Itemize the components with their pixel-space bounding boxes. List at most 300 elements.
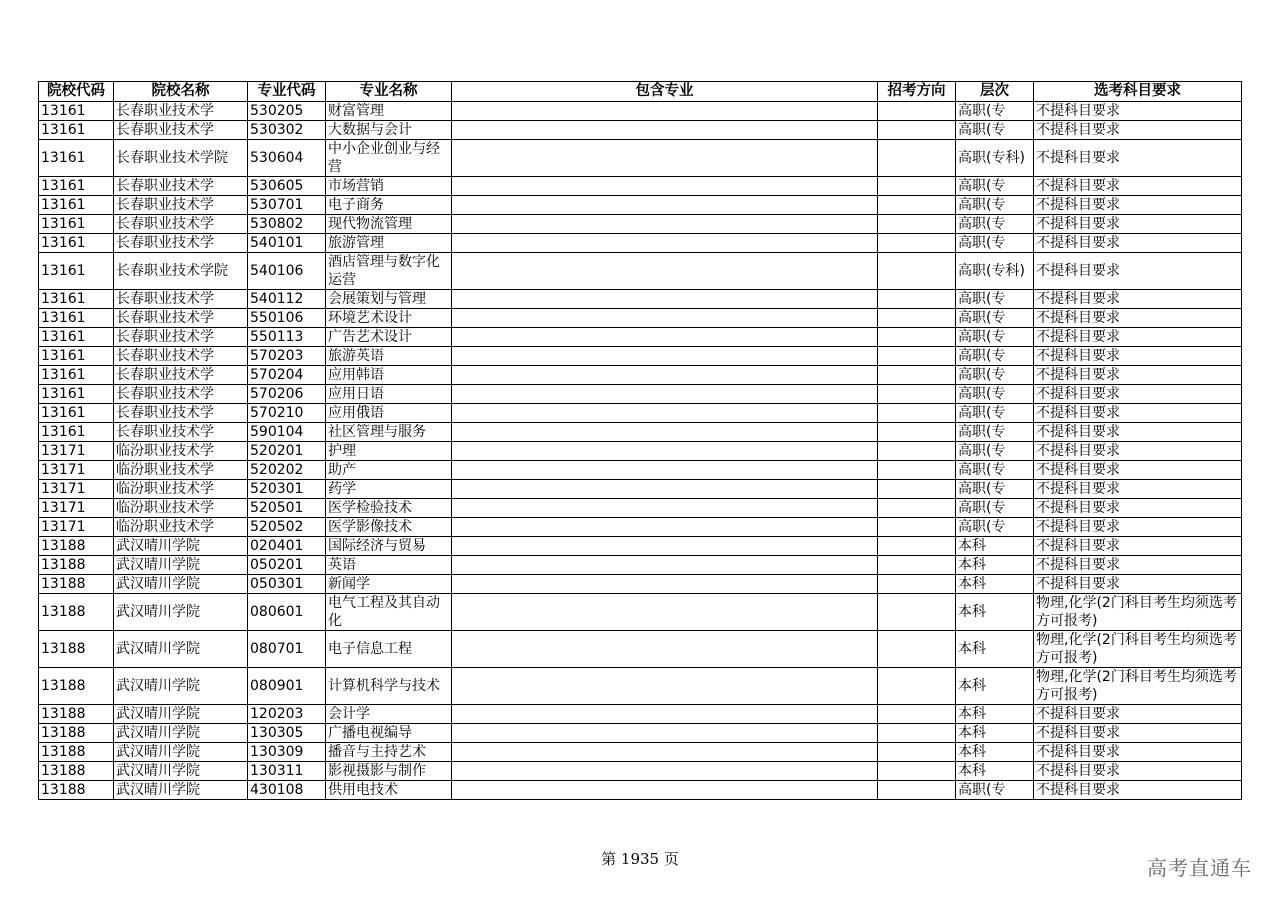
subject-requirement-cell: 不提科目要求: [1034, 518, 1242, 537]
school-code-cell: 13171: [39, 461, 114, 480]
included-majors-cell: [452, 537, 878, 556]
school-name-cell: 武汉晴川学院: [114, 668, 248, 705]
included-majors-cell: [452, 215, 878, 234]
direction-cell: [878, 121, 956, 140]
table-row: [39, 705, 1242, 724]
subject-requirement-cell: 不提科目要求: [1034, 556, 1242, 575]
table-header-row: [39, 82, 1242, 102]
school-name-cell: 武汉晴川学院: [114, 594, 248, 631]
subject-requirement-cell: 不提科目要求: [1034, 404, 1242, 423]
school-code-cell: 13188: [39, 594, 114, 631]
major-code-cell: 080701: [248, 631, 326, 668]
table-row: [39, 309, 1242, 328]
major-code-cell: 130309: [248, 743, 326, 762]
school-name-cell: 长春职业技术学: [114, 102, 248, 121]
school-code-cell: 13188: [39, 668, 114, 705]
included-majors-cell: [452, 724, 878, 743]
table-row: [39, 518, 1242, 537]
major-name-cell: 旅游英语: [326, 347, 452, 366]
level-cell: 高职(专: [956, 177, 1034, 196]
included-majors-cell: [452, 366, 878, 385]
major-name-cell: 社区管理与服务: [326, 423, 452, 442]
table-row: [39, 347, 1242, 366]
direction-cell: [878, 253, 956, 290]
subject-requirement-cell: 不提科目要求: [1034, 347, 1242, 366]
included-majors-cell: [452, 404, 878, 423]
level-cell: 高职(专: [956, 366, 1034, 385]
direction-cell: [878, 196, 956, 215]
major-code-cell: 530701: [248, 196, 326, 215]
school-name-cell: 长春职业技术学: [114, 196, 248, 215]
direction-cell: [878, 518, 956, 537]
school-name-cell: 长春职业技术学: [114, 347, 248, 366]
direction-cell: [878, 480, 956, 499]
school-code-cell: 13161: [39, 102, 114, 121]
header-major-name: 专业名称: [326, 82, 452, 102]
table-row: [39, 631, 1242, 668]
subject-requirement-cell: 不提科目要求: [1034, 140, 1242, 177]
school-code-cell: 13188: [39, 781, 114, 800]
school-code-cell: 13161: [39, 234, 114, 253]
level-cell: 高职(专: [956, 423, 1034, 442]
direction-cell: [878, 404, 956, 423]
school-code-cell: 13188: [39, 724, 114, 743]
subject-requirement-cell: 不提科目要求: [1034, 461, 1242, 480]
included-majors-cell: [452, 102, 878, 121]
direction-cell: [878, 290, 956, 309]
school-code-cell: 13188: [39, 705, 114, 724]
subject-requirement-cell: 不提科目要求: [1034, 253, 1242, 290]
table-row: [39, 404, 1242, 423]
school-name-cell: 武汉晴川学院: [114, 724, 248, 743]
major-code-cell: 570204: [248, 366, 326, 385]
major-name-cell: 英语: [326, 556, 452, 575]
major-name-cell: 影视摄影与制作: [326, 762, 452, 781]
table-row: [39, 253, 1242, 290]
level-cell: 高职(专: [956, 518, 1034, 537]
level-cell: 高职(专: [956, 234, 1034, 253]
major-name-cell: 护理: [326, 442, 452, 461]
school-name-cell: 临汾职业技术学: [114, 442, 248, 461]
table-row: [39, 140, 1242, 177]
school-name-cell: 长春职业技术学: [114, 290, 248, 309]
subject-requirement-cell: 不提科目要求: [1034, 215, 1242, 234]
subject-requirement-cell: 不提科目要求: [1034, 385, 1242, 404]
header-school-code: 院校代码: [39, 82, 114, 102]
school-name-cell: 武汉晴川学院: [114, 781, 248, 800]
major-name-cell: 大数据与会计: [326, 121, 452, 140]
included-majors-cell: [452, 631, 878, 668]
school-code-cell: 13161: [39, 423, 114, 442]
school-name-cell: 长春职业技术学: [114, 366, 248, 385]
included-majors-cell: [452, 290, 878, 309]
table-row: [39, 575, 1242, 594]
included-majors-cell: [452, 762, 878, 781]
major-code-cell: 570210: [248, 404, 326, 423]
school-code-cell: 13188: [39, 575, 114, 594]
school-name-cell: 武汉晴川学院: [114, 743, 248, 762]
school-name-cell: 临汾职业技术学: [114, 461, 248, 480]
included-majors-cell: [452, 556, 878, 575]
table-row: [39, 196, 1242, 215]
direction-cell: [878, 234, 956, 253]
major-name-cell: 广告艺术设计: [326, 328, 452, 347]
subject-requirement-cell: 物理,化学(2门科目考生均须选考方可报考): [1034, 594, 1242, 631]
school-name-cell: 长春职业技术学: [114, 121, 248, 140]
direction-cell: [878, 743, 956, 762]
level-cell: 高职(专: [956, 328, 1034, 347]
level-cell: 高职(专: [956, 461, 1034, 480]
subject-requirement-cell: 不提科目要求: [1034, 423, 1242, 442]
header-included-majors: 包含专业: [452, 82, 878, 102]
included-majors-cell: [452, 309, 878, 328]
subject-requirement-cell: 不提科目要求: [1034, 480, 1242, 499]
school-code-cell: 13161: [39, 177, 114, 196]
level-cell: 高职(专: [956, 347, 1034, 366]
school-name-cell: 武汉晴川学院: [114, 762, 248, 781]
level-cell: 本科: [956, 724, 1034, 743]
school-code-cell: 13161: [39, 290, 114, 309]
level-cell: 高职(专: [956, 215, 1034, 234]
level-cell: 高职(专: [956, 121, 1034, 140]
included-majors-cell: [452, 423, 878, 442]
major-code-cell: 550106: [248, 309, 326, 328]
included-majors-cell: [452, 480, 878, 499]
major-name-cell: 旅游管理: [326, 234, 452, 253]
table-row: [39, 594, 1242, 631]
school-name-cell: 临汾职业技术学: [114, 480, 248, 499]
included-majors-cell: [452, 499, 878, 518]
major-code-cell: 540101: [248, 234, 326, 253]
school-name-cell: 长春职业技术学: [114, 215, 248, 234]
subject-requirement-cell: 不提科目要求: [1034, 537, 1242, 556]
subject-requirement-cell: 不提科目要求: [1034, 575, 1242, 594]
school-name-cell: 长春职业技术学: [114, 385, 248, 404]
subject-requirement-cell: 不提科目要求: [1034, 366, 1242, 385]
direction-cell: [878, 309, 956, 328]
watermark-logo: 高考直通车: [1147, 856, 1252, 880]
major-code-cell: 520501: [248, 499, 326, 518]
subject-requirement-cell: 不提科目要求: [1034, 234, 1242, 253]
table-row: [39, 328, 1242, 347]
table-row: [39, 121, 1242, 140]
school-name-cell: 武汉晴川学院: [114, 575, 248, 594]
major-name-cell: 市场营销: [326, 177, 452, 196]
admissions-table: [38, 81, 1242, 800]
school-code-cell: 13161: [39, 140, 114, 177]
level-cell: 高职(专: [956, 290, 1034, 309]
major-code-cell: 540106: [248, 253, 326, 290]
included-majors-cell: [452, 743, 878, 762]
table-row: [39, 366, 1242, 385]
major-name-cell: 电子商务: [326, 196, 452, 215]
table-row: [39, 234, 1242, 253]
major-name-cell: 应用俄语: [326, 404, 452, 423]
subject-requirement-cell: 物理,化学(2门科目考生均须选考方可报考): [1034, 631, 1242, 668]
major-code-cell: 540112: [248, 290, 326, 309]
school-code-cell: 13171: [39, 499, 114, 518]
table-row: [39, 724, 1242, 743]
major-code-cell: 430108: [248, 781, 326, 800]
major-name-cell: 供用电技术: [326, 781, 452, 800]
level-cell: 高职(专: [956, 385, 1034, 404]
major-name-cell: 国际经济与贸易: [326, 537, 452, 556]
included-majors-cell: [452, 196, 878, 215]
school-code-cell: 13188: [39, 762, 114, 781]
school-code-cell: 13161: [39, 196, 114, 215]
subject-requirement-cell: 不提科目要求: [1034, 442, 1242, 461]
major-code-cell: 530802: [248, 215, 326, 234]
included-majors-cell: [452, 668, 878, 705]
school-name-cell: 临汾职业技术学: [114, 499, 248, 518]
school-name-cell: 长春职业技术学院: [114, 253, 248, 290]
direction-cell: [878, 631, 956, 668]
direction-cell: [878, 556, 956, 575]
level-cell: 高职(专: [956, 404, 1034, 423]
direction-cell: [878, 423, 956, 442]
direction-cell: [878, 385, 956, 404]
direction-cell: [878, 537, 956, 556]
subject-requirement-cell: 不提科目要求: [1034, 499, 1242, 518]
direction-cell: [878, 140, 956, 177]
level-cell: 本科: [956, 594, 1034, 631]
major-code-cell: 530604: [248, 140, 326, 177]
major-code-cell: 080601: [248, 594, 326, 631]
major-code-cell: 530205: [248, 102, 326, 121]
major-name-cell: 医学检验技术: [326, 499, 452, 518]
major-name-cell: 环境艺术设计: [326, 309, 452, 328]
school-name-cell: 长春职业技术学: [114, 234, 248, 253]
table-row: [39, 537, 1242, 556]
direction-cell: [878, 668, 956, 705]
page-number: 第 1935 页: [601, 850, 679, 868]
major-code-cell: 570206: [248, 385, 326, 404]
major-name-cell: 医学影像技术: [326, 518, 452, 537]
school-code-cell: 13188: [39, 631, 114, 668]
level-cell: 本科: [956, 537, 1034, 556]
subject-requirement-cell: 不提科目要求: [1034, 781, 1242, 800]
major-code-cell: 520502: [248, 518, 326, 537]
level-cell: 本科: [956, 556, 1034, 575]
subject-requirement-cell: 物理,化学(2门科目考生均须选考方可报考): [1034, 668, 1242, 705]
major-code-cell: 590104: [248, 423, 326, 442]
included-majors-cell: [452, 328, 878, 347]
direction-cell: [878, 705, 956, 724]
table-row: [39, 668, 1242, 705]
major-code-cell: 530302: [248, 121, 326, 140]
level-cell: 高职(专: [956, 196, 1034, 215]
school-code-cell: 13161: [39, 309, 114, 328]
school-code-cell: 13171: [39, 480, 114, 499]
included-majors-cell: [452, 234, 878, 253]
major-code-cell: 520301: [248, 480, 326, 499]
school-name-cell: 长春职业技术学: [114, 423, 248, 442]
major-code-cell: 080901: [248, 668, 326, 705]
major-name-cell: 中小企业创业与经营: [326, 140, 452, 177]
major-code-cell: 530605: [248, 177, 326, 196]
direction-cell: [878, 499, 956, 518]
subject-requirement-cell: 不提科目要求: [1034, 121, 1242, 140]
major-name-cell: 会展策划与管理: [326, 290, 452, 309]
direction-cell: [878, 177, 956, 196]
school-code-cell: 13188: [39, 743, 114, 762]
direction-cell: [878, 724, 956, 743]
major-name-cell: 播音与主持艺术: [326, 743, 452, 762]
subject-requirement-cell: 不提科目要求: [1034, 102, 1242, 121]
direction-cell: [878, 762, 956, 781]
table-row: [39, 385, 1242, 404]
included-majors-cell: [452, 781, 878, 800]
school-name-cell: 长春职业技术学院: [114, 140, 248, 177]
included-majors-cell: [452, 177, 878, 196]
major-name-cell: 计算机科学与技术: [326, 668, 452, 705]
major-code-cell: 130305: [248, 724, 326, 743]
table-body: [39, 102, 1242, 800]
major-code-cell: 050301: [248, 575, 326, 594]
table-row: [39, 499, 1242, 518]
major-name-cell: 新闻学: [326, 575, 452, 594]
school-code-cell: 13161: [39, 404, 114, 423]
school-code-cell: 13171: [39, 518, 114, 537]
included-majors-cell: [452, 121, 878, 140]
school-code-cell: 13161: [39, 121, 114, 140]
level-cell: 高职(专: [956, 480, 1034, 499]
header-major-code: 专业代码: [248, 82, 326, 102]
level-cell: 高职(专: [956, 781, 1034, 800]
direction-cell: [878, 594, 956, 631]
school-code-cell: 13161: [39, 328, 114, 347]
subject-requirement-cell: 不提科目要求: [1034, 196, 1242, 215]
subject-requirement-cell: 不提科目要求: [1034, 743, 1242, 762]
direction-cell: [878, 781, 956, 800]
major-name-cell: 助产: [326, 461, 452, 480]
table-row: [39, 461, 1242, 480]
level-cell: 高职(专: [956, 102, 1034, 121]
subject-requirement-cell: 不提科目要求: [1034, 309, 1242, 328]
level-cell: 本科: [956, 668, 1034, 705]
subject-requirement-cell: 不提科目要求: [1034, 762, 1242, 781]
level-cell: 本科: [956, 743, 1034, 762]
school-name-cell: 武汉晴川学院: [114, 631, 248, 668]
level-cell: 高职(专: [956, 442, 1034, 461]
major-code-cell: 120203: [248, 705, 326, 724]
school-code-cell: 13161: [39, 253, 114, 290]
school-name-cell: 长春职业技术学: [114, 404, 248, 423]
major-code-cell: 550113: [248, 328, 326, 347]
included-majors-cell: [452, 518, 878, 537]
table-row: [39, 102, 1242, 121]
major-code-cell: 570203: [248, 347, 326, 366]
major-name-cell: 广播电视编导: [326, 724, 452, 743]
subject-requirement-cell: 不提科目要求: [1034, 705, 1242, 724]
direction-cell: [878, 442, 956, 461]
major-name-cell: 会计学: [326, 705, 452, 724]
level-cell: 高职(专科): [956, 140, 1034, 177]
level-cell: 本科: [956, 762, 1034, 781]
header-level: 层次: [956, 82, 1034, 102]
school-code-cell: 13188: [39, 556, 114, 575]
major-name-cell: 药学: [326, 480, 452, 499]
direction-cell: [878, 215, 956, 234]
school-code-cell: 13188: [39, 537, 114, 556]
school-code-cell: 13161: [39, 366, 114, 385]
level-cell: 本科: [956, 575, 1034, 594]
header-direction: 招考方向: [878, 82, 956, 102]
included-majors-cell: [452, 347, 878, 366]
direction-cell: [878, 575, 956, 594]
included-majors-cell: [452, 140, 878, 177]
major-code-cell: 020401: [248, 537, 326, 556]
table-row: [39, 423, 1242, 442]
school-code-cell: 13161: [39, 215, 114, 234]
major-name-cell: 应用韩语: [326, 366, 452, 385]
subject-requirement-cell: 不提科目要求: [1034, 290, 1242, 309]
school-name-cell: 武汉晴川学院: [114, 705, 248, 724]
school-code-cell: 13171: [39, 442, 114, 461]
header-school-name: 院校名称: [114, 82, 248, 102]
table-row: [39, 480, 1242, 499]
included-majors-cell: [452, 705, 878, 724]
direction-cell: [878, 328, 956, 347]
direction-cell: [878, 347, 956, 366]
level-cell: 高职(专: [956, 309, 1034, 328]
direction-cell: [878, 461, 956, 480]
table-row: [39, 177, 1242, 196]
header-subject-requirement: 选考科目要求: [1034, 82, 1242, 102]
major-code-cell: 520202: [248, 461, 326, 480]
table-row: [39, 215, 1242, 234]
included-majors-cell: [452, 594, 878, 631]
school-name-cell: 临汾职业技术学: [114, 518, 248, 537]
major-name-cell: 财富管理: [326, 102, 452, 121]
school-name-cell: 长春职业技术学: [114, 309, 248, 328]
major-name-cell: 电气工程及其自动化: [326, 594, 452, 631]
table-row: [39, 743, 1242, 762]
subject-requirement-cell: 不提科目要求: [1034, 724, 1242, 743]
major-name-cell: 电子信息工程: [326, 631, 452, 668]
table-row: [39, 442, 1242, 461]
direction-cell: [878, 102, 956, 121]
subject-requirement-cell: 不提科目要求: [1034, 177, 1242, 196]
subject-requirement-cell: 不提科目要求: [1034, 328, 1242, 347]
table-row: [39, 762, 1242, 781]
major-code-cell: 050201: [248, 556, 326, 575]
major-code-cell: 130311: [248, 762, 326, 781]
school-name-cell: 长春职业技术学: [114, 328, 248, 347]
level-cell: 本科: [956, 631, 1034, 668]
included-majors-cell: [452, 461, 878, 480]
included-majors-cell: [452, 385, 878, 404]
included-majors-cell: [452, 442, 878, 461]
school-name-cell: 武汉晴川学院: [114, 537, 248, 556]
included-majors-cell: [452, 253, 878, 290]
school-code-cell: 13161: [39, 347, 114, 366]
level-cell: 高职(专: [956, 499, 1034, 518]
level-cell: 高职(专科): [956, 253, 1034, 290]
school-name-cell: 武汉晴川学院: [114, 556, 248, 575]
school-name-cell: 长春职业技术学: [114, 177, 248, 196]
table-row: [39, 556, 1242, 575]
school-code-cell: 13161: [39, 385, 114, 404]
major-code-cell: 520201: [248, 442, 326, 461]
major-name-cell: 现代物流管理: [326, 215, 452, 234]
included-majors-cell: [452, 575, 878, 594]
major-name-cell: 应用日语: [326, 385, 452, 404]
level-cell: 本科: [956, 705, 1034, 724]
table-row: [39, 290, 1242, 309]
direction-cell: [878, 366, 956, 385]
major-name-cell: 酒店管理与数字化运营: [326, 253, 452, 290]
